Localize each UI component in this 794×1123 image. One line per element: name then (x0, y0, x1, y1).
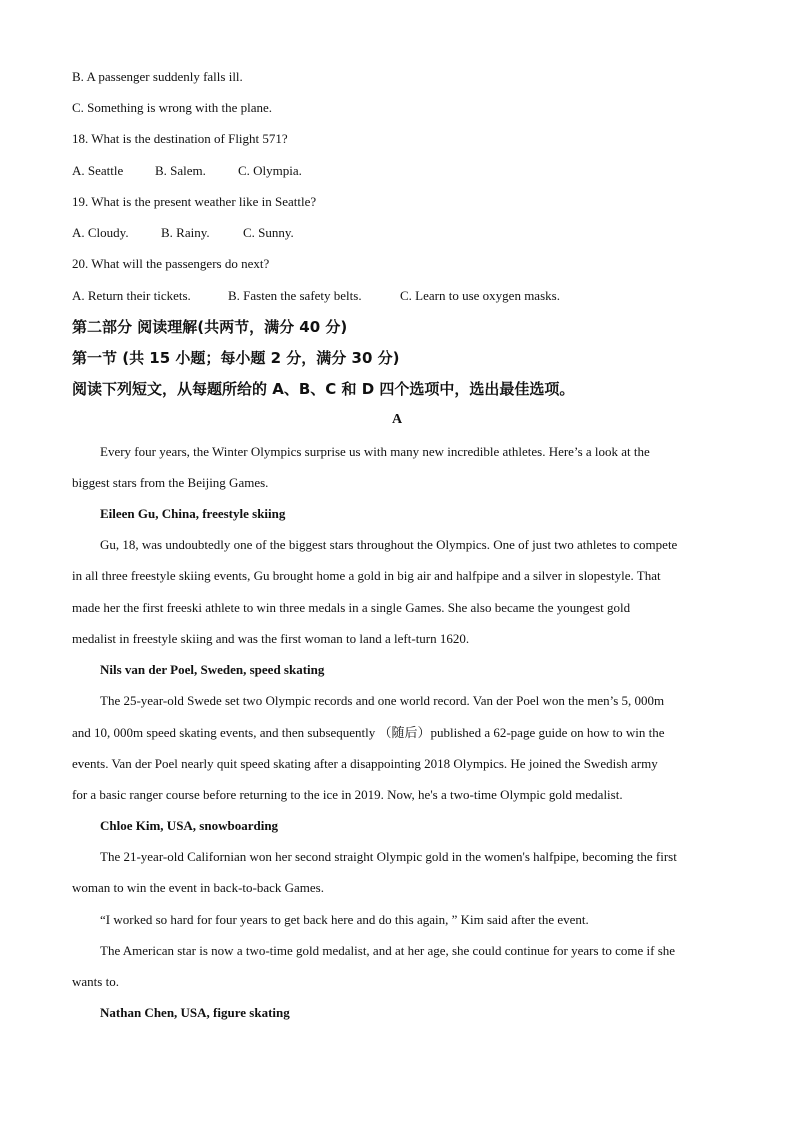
q20-option-c: C. Learn to use oxygen masks. (400, 288, 560, 303)
paragraph-line: for a basic ranger course before returning to the ice in 2019. Now, he's a two-time Olympic gold medalist. (72, 787, 623, 802)
q19-option-b: B. Rainy. (161, 225, 210, 240)
athlete-heading: Nils van der Poel, Sweden, speed skating (100, 662, 325, 677)
paragraph-line: The 25-year-old Swede set two Olympic records and one world record. Van der Poel won the men’s 5, 000m (100, 693, 665, 708)
intro-line: Every four years, the Winter Olympics surprise us with many new incredible athletes. Here’s a look at the (100, 444, 650, 459)
q19-option-c: C. Sunny. (243, 225, 294, 240)
paragraph-line: The American star is now a two-time gold medalist, and at her age, she could continue for years to come if she (100, 943, 676, 958)
quote-line: “I worked so hard for four years to get back here and do this again, ” Kim said after the event. (100, 912, 589, 927)
part-heading: 第二部分 阅读理解(共两节，满分 40 分) (72, 318, 348, 336)
q18-option-a: A. Seattle (72, 163, 124, 178)
q19-question: 19. What is the present weather like in Seattle? (72, 194, 317, 209)
q18-question: 18. What is the destination of Flight 571? (72, 131, 288, 146)
paragraph-line: events. Van der Poel nearly quit speed skating after a disappointing 2018 Olympics. He joined the Swedish army (72, 756, 658, 771)
athlete-heading: Chloe Kim, USA, snowboarding (100, 818, 279, 833)
paragraph-line: in all three freestyle skiing events, Gu brought home a gold in big air and halfpipe and a silver in slopestyle. That (72, 568, 661, 583)
q18-option-c: C. Olympia. (238, 163, 302, 178)
section-heading: 第一节 (共 15 小题；每小题 2 分，满分 30 分) (72, 349, 400, 367)
paragraph-line: The 21-year-old Californian won her second straight Olympic gold in the women's halfpipe, becoming the first (100, 849, 677, 864)
q20-option-a: A. Return their tickets. (72, 288, 191, 303)
passage-label: A (391, 412, 403, 427)
paragraph-line: medalist in freestyle skiing and was the first woman to land a left-turn 1620. (72, 631, 470, 646)
q17-option-b: B. A passenger suddenly falls ill. (72, 69, 243, 84)
paragraph-line: and 10, 000m speed skating events, and then subsequently （随后）published a 62-page guide on how to win the (72, 725, 665, 740)
athlete-heading: Nathan Chen, USA, figure skating (100, 1005, 290, 1020)
q20-option-b: B. Fasten the safety belts. (228, 288, 362, 303)
q19-option-a: A. Cloudy. (72, 225, 129, 240)
q20-question: 20. What will the passengers do next? (72, 256, 270, 271)
q17-option-c: C. Something is wrong with the plane. (72, 100, 273, 115)
intro-line: biggest stars from the Beijing Games. (72, 475, 269, 490)
paragraph-line: woman to win the event in back-to-back Games. (72, 880, 324, 895)
athlete-heading: Eileen Gu, China, freestyle skiing (100, 506, 286, 521)
instructions: 阅读下列短文，从每题所给的 A、B、C 和 D 四个选项中，选出最佳选项。 (72, 380, 575, 398)
q18-option-b: B. Salem. (155, 163, 206, 178)
paragraph-line: made her the first freeski athlete to win three medals in a single Games. She also became the youngest gold (72, 600, 631, 615)
paragraph-line: Gu, 18, was undoubtedly one of the biggest stars throughout the Olympics. One of just two athletes to compete (100, 537, 678, 552)
paragraph-line: wants to. (72, 974, 119, 989)
